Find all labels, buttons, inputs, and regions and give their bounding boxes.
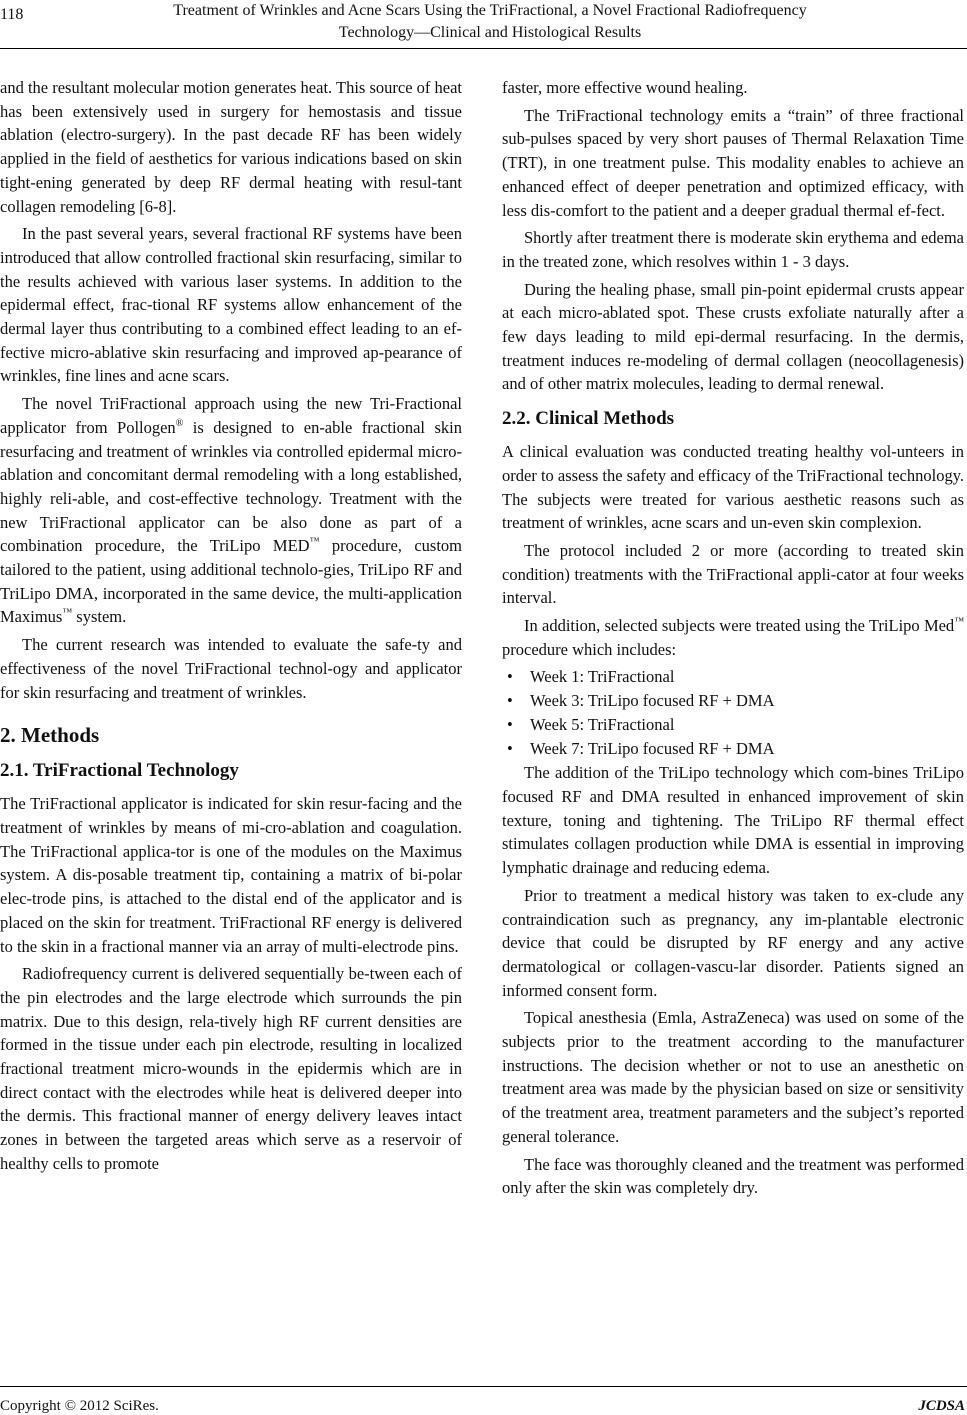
footer-rule — [0, 1386, 967, 1387]
running-title — [110, 0, 870, 44]
paragraph: Shortly after treatment there is moderate skin erythema and edema in the treated zone, which resolves within 1 - 3 days. — [502, 228, 964, 271]
paragraph — [0, 392, 462, 629]
paragraph: and the resultant molecular motion generates heat. This source of heat has been extensively used in surgery for hemostasis and tissue ablation (electro-surgery). In the past decade RF has been widely applied in the field of aesthetics for various indications based on skin tight-ening generated by deep RF dermal heating with resul-tant collagen remodeling [6-8]. — [0, 78, 462, 216]
page-number: 118 — [0, 6, 24, 23]
text-run: is designed to en-able fractional skin resurfacing and treatment of wrinkles via controlled epidermal micro-ablation and concomitant dermal remodeling with a long established, highly reli-able, and cost-effective technology. Treatment with the new TriFractional applicator can be also done as part of a combination procedure, the TriLipo MED — [0, 417, 462, 556]
left-column — [0, 76, 462, 1180]
text-run: In addition, selected subjects were treated using the TriLipo Med — [524, 616, 955, 636]
paragraph: Topical anesthesia (Emla, AstraZeneca) was used on some of the subjects prior to the treatment according to the manufacturer instructions. The decision whether or not to use an anesthetic on treatment area was made by the physician based on size or sensitivity of the treatment area, treatment parameters and the subject’s reported general tolerance. — [502, 1008, 964, 1146]
text-run: system. — [72, 607, 127, 627]
text-run: procedure, custom tailored to the patient, using additional technolo-gies, TriLipo RF and TriLipo DMA, incorporated in the same device, the multi-application Maximus — [0, 536, 463, 627]
paragraph: The TriFractional applicator is indicated for skin resur-facing and the treatment of wrinkles by means of mi-cro-ablation and coagulation. The TriFractional applica-tor is one of the modules on the Maximus system. A dis-posable treatment tip, containing a matrix of bi-polar elec-trode pins, is attached to the distal end of the applicator and is placed on the skin for treatment. TriFractional RF energy is delivered to the skin in a fractional manner via an array of multi-electrode pins. — [0, 794, 462, 956]
trademark-mark: ™ — [954, 616, 964, 628]
list-item: • Week 3: TriLipo focused RF + DMA — [502, 689, 964, 713]
paragraph: The face was thoroughly cleaned and the treatment was performed only after the skin was completely dry. — [502, 1154, 964, 1198]
paragraph: The TriFractional technology emits a “train” of three fractional sub-pulses spaced by very short pauses of Thermal Relaxation Time (TRT), in one treatment pulse. This modality enables to achieve an enhanced effect of deeper penetration and optimized efficacy, with less dis-comfort to the patient and a deeper gradual thermal ef-fect. — [502, 105, 964, 220]
paragraph: A clinical evaluation was conducted treating healthy vol-unteers in order to assess the safety and efficacy of the TriFractional technology. The subjects were treated for various aesthetic reasons such as treatment of wrinkles, acne scars and un-even skin complexion. — [502, 442, 964, 533]
header-rule — [0, 48, 967, 49]
text-run: The novel TriFractional approach using the new Tri-Fractional applicator from Pollogen — [0, 394, 462, 437]
paragraph: The addition of the TriLipo technology which com-bines TriLipo focused RF and DMA resulted in enhanced improvement of skin texture, toning and tightening. The TriLipo RF thermal effect stimulates collagen production while DMA is essential in improving lymphatic drainage and reducing edema. — [502, 763, 964, 878]
paragraph: During the healing phase, small pin-point epidermal crusts appear at each micro-ablated spot. These crusts exfoliate naturally after a few days leading to mild epi-dermal resurfacing. In the dermis, treatment induces re-modeling of dermal collagen (neocollagenesis) and of other matrix molecules, leading to dermal renewal. — [502, 279, 964, 394]
journal-abbreviation: JCDSA — [918, 1398, 965, 1414]
list-item: • Week 5: TriFractional — [502, 713, 964, 737]
paragraph: Radiofrequency current is delivered sequentially be-tween each of the pin electrodes and the large electrode which surrounds the pin matrix. Due to this design, rela-tively high RF current densities are formed in the tissue under each pin electrode, resulting in localized fractional treatment micro-wounds in the epidermis which are in direct contact with the electrodes while heat is delivered deeper into the dermis. This fractional manner of energy delivery leaves intact zones in between the targeted areas which serve as a reservoir of healthy cells to promote — [0, 964, 462, 1173]
paragraph: faster, more effective wound healing. — [502, 78, 748, 97]
trademark-mark: ™ — [309, 536, 320, 548]
text-run: procedure which includes: — [502, 639, 677, 659]
registered-mark: ® — [175, 417, 184, 429]
paragraph: The protocol included 2 or more (according to treated skin condition) treatments with the TriFractional appli-cator at four weeks interval. — [502, 540, 964, 608]
subsection-heading-clinical-methods: 2.2. Clinical Methods — [502, 408, 675, 430]
paragraph: The current research was intended to evaluate the safe-ty and effectiveness of the novel TriFractional technol-ogy and applicator for skin resurfacing and treatment of wrinkles. — [0, 635, 462, 702]
running-title-line-2: Technology—Clinical and Histological Results — [338, 24, 642, 41]
copyright-notice: Copyright © 2012 SciRes. — [0, 1398, 159, 1414]
section-heading-methods: 2. Methods — [0, 723, 100, 748]
running-title-line-1: Treatment of Wrinkles and Acne Scars Using the TriFractional, a Novel Fractional Radiofrequency — [173, 2, 807, 19]
paragraph: Prior to treatment a medical history was taken to ex-clude any contraindication such as pregnancy, any im-plantable electronic device that could be disrupted by RF energy and any active dermatological or collagen-vascu-lar disorder. Patients signed an informed consent form. — [502, 885, 964, 1000]
list-item: • Week 1: TriFractional — [502, 665, 964, 689]
paragraph — [502, 614, 964, 661]
right-column — [502, 76, 964, 1204]
subsection-heading-trifractional: 2.1. TriFractional Technology — [0, 760, 239, 782]
trademark-mark: ™ — [62, 607, 73, 619]
list-item: • Week 7: TriLipo focused RF + DMA — [502, 737, 964, 761]
paragraph: In the past several years, several fractional RF systems have been introduced that allow controlled fractional skin resurfacing, similar to the results achieved with various laser systems. In addition to the epidermal effect, frac-tional RF systems allow enhancement of the dermal layer thus contributing to a combined effect leading to an ef-fective micro-ablative skin resurfacing and improved ap-pearance of wrinkles, fine lines and acne scars. — [0, 224, 462, 386]
protocol-list — [502, 665, 964, 760]
